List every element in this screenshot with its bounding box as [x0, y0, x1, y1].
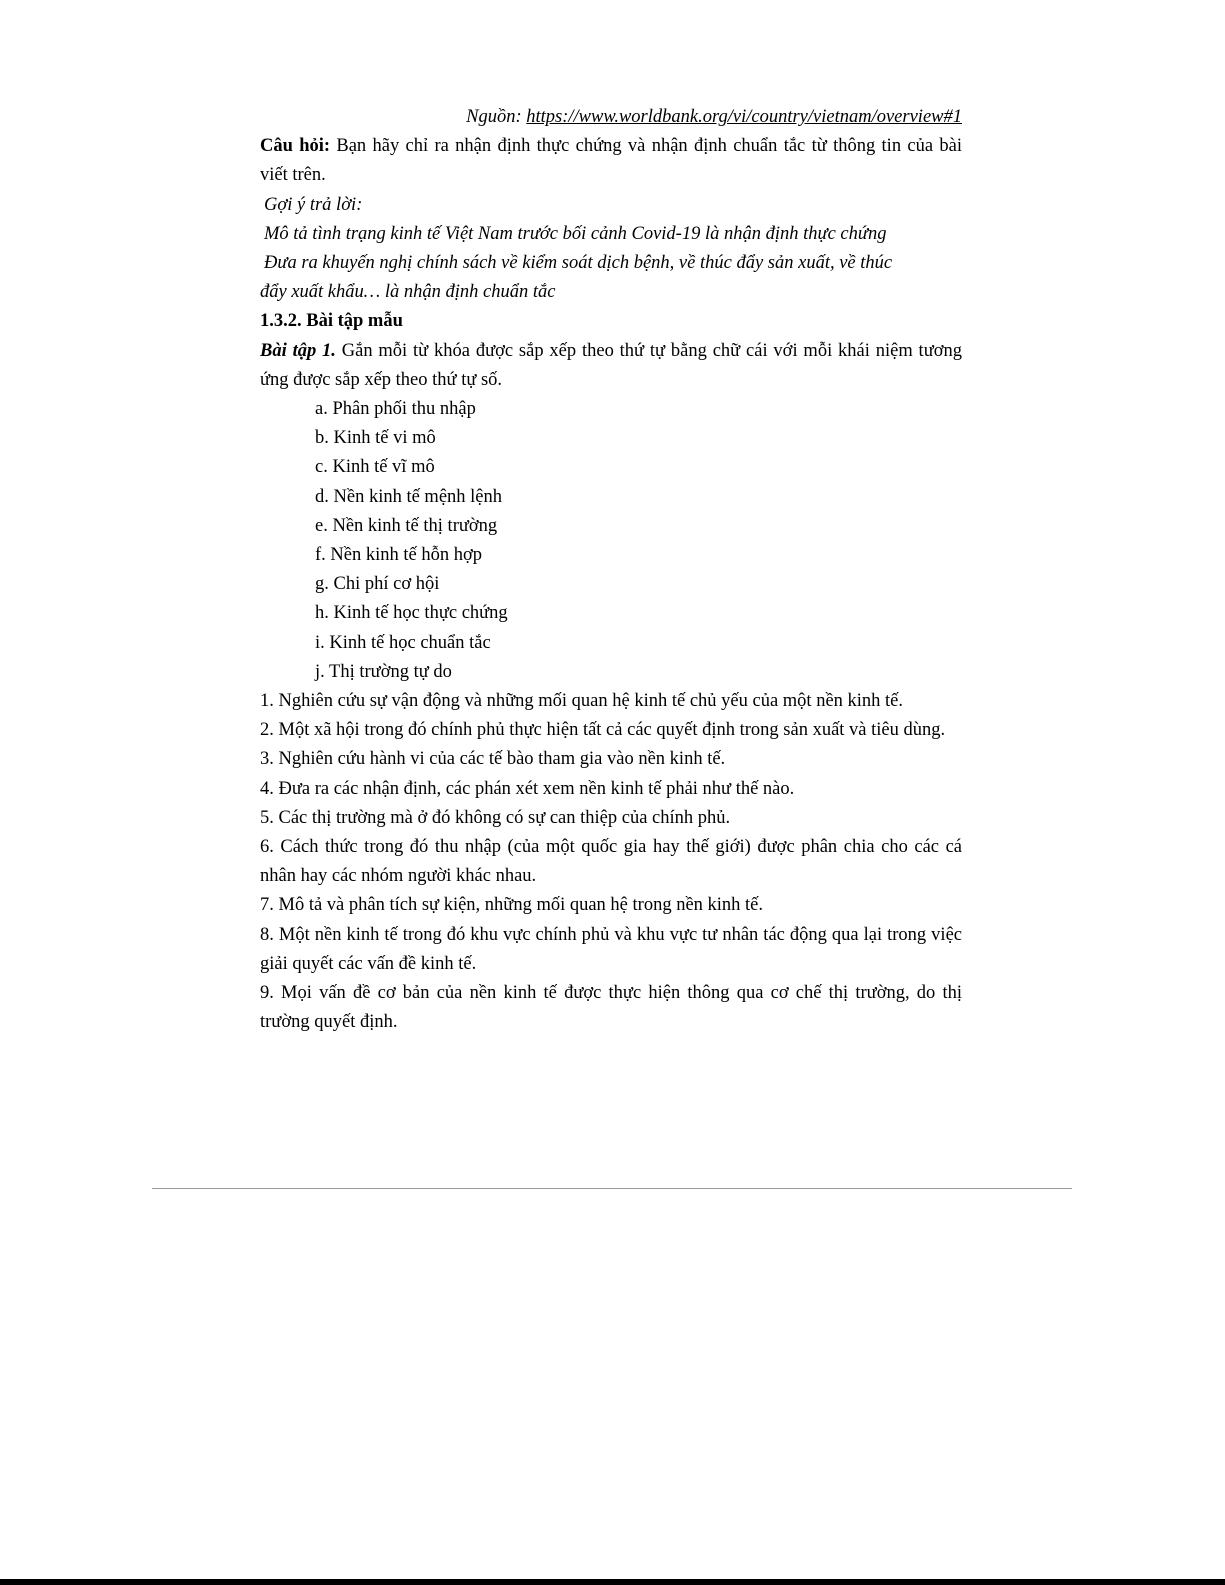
source-line	[260, 103, 962, 132]
option-item: b. Kinh tế vi mô	[315, 428, 436, 449]
option-item: f. Nền kinh tế hỗn hợp	[315, 545, 483, 566]
definition-item: 5. Các thị trường mà ở đó không có sự can thiệp của chính phủ.	[260, 807, 731, 828]
source-label: Nguồn:	[466, 107, 522, 127]
option-item: i. Kinh tế học chuẩn tắc	[315, 632, 491, 653]
exercise-text: Gắn mỗi từ khóa được sắp xếp theo thứ tự bằng chữ cái với mỗi khái niệm tương ứng được sắp xếp theo thứ tự số.	[260, 340, 963, 390]
hint-line-2a: Đưa ra khuyến nghị chính sách về kiểm soát dịch bệnh, về thúc đẩy sản xuất, về thúc	[264, 253, 893, 274]
hint-line-1: Mô tả tình trạng kinh tế Việt Nam trước bối cảnh Covid-19 là nhận định thực chứng	[264, 223, 887, 244]
option-item: h. Kinh tế học thực chứng	[315, 603, 508, 624]
question-text: Bạn hãy chỉ ra nhận định thực chứng và nhận định chuẩn tắc từ thông tin của bài viết trên.	[260, 136, 962, 186]
section-heading: 1.3.2. Bài tập mẫu	[260, 311, 403, 332]
definition-item: 1. Nghiên cứu sự vận động và những mối quan hệ kinh tế chủ yếu của một nền kinh tế.	[260, 691, 904, 712]
definition-item: 3. Nghiên cứu hành vi của các tế bào tham gia vào nền kinh tế.	[260, 749, 726, 770]
hint-line-2b: đẩy xuất khẩu… là nhận định chuẩn tắc	[260, 282, 556, 303]
definition-item: 6. Cách thức trong đó thu nhập (của một quốc gia hay thế giới) được phân chia cho các cá nhân hay các nhóm người khác nhau.	[260, 837, 962, 887]
option-item: c. Kinh tế vĩ mô	[315, 457, 435, 478]
definition-item: 7. Mô tả và phân tích sự kiện, những mối quan hệ trong nền kinh tế.	[260, 895, 764, 916]
option-item: e. Nền kinh tế thị trường	[315, 515, 498, 536]
hint-label: Gợi ý trả lời:	[264, 194, 363, 215]
definition-item: 9. Mọi vấn đề cơ bản của nền kinh tế được thực hiện thông qua cơ chế thị trường, do thị trường quyết định.	[260, 983, 962, 1033]
exercise-paragraph	[260, 337, 962, 395]
definition-item: 2. Một xã hội trong đó chính phủ thực hiện tất cả các quyết định trong sản xuất và tiêu dùng.	[260, 720, 946, 741]
option-item: j. Thị trường tự do	[315, 661, 452, 682]
option-item: a. Phân phối thu nhập	[315, 399, 476, 420]
definition-item: 8. Một nền kinh tế trong đó khu vực chính phủ và khu vực tư nhân tác động qua lại trong việc giải quyết các vấn đề kinh tế.	[260, 924, 962, 974]
question-label: Câu hỏi:	[260, 136, 331, 157]
page-divider	[152, 1188, 1072, 1189]
option-item: g. Chi phí cơ hội	[315, 574, 440, 595]
page-bottom-edge	[0, 1579, 1225, 1585]
source-link[interactable]: https://www.worldbank.org/vi/country/vietnam/overview#1	[526, 107, 962, 127]
option-item: d. Nền kinh tế mệnh lệnh	[315, 486, 503, 507]
document-body	[260, 103, 962, 1038]
definition-item: 4. Đưa ra các nhận định, các phán xét xem nền kinh tế phải như thế nào.	[260, 778, 795, 799]
question-paragraph	[260, 132, 962, 190]
exercise-label: Bài tập 1.	[260, 340, 336, 361]
